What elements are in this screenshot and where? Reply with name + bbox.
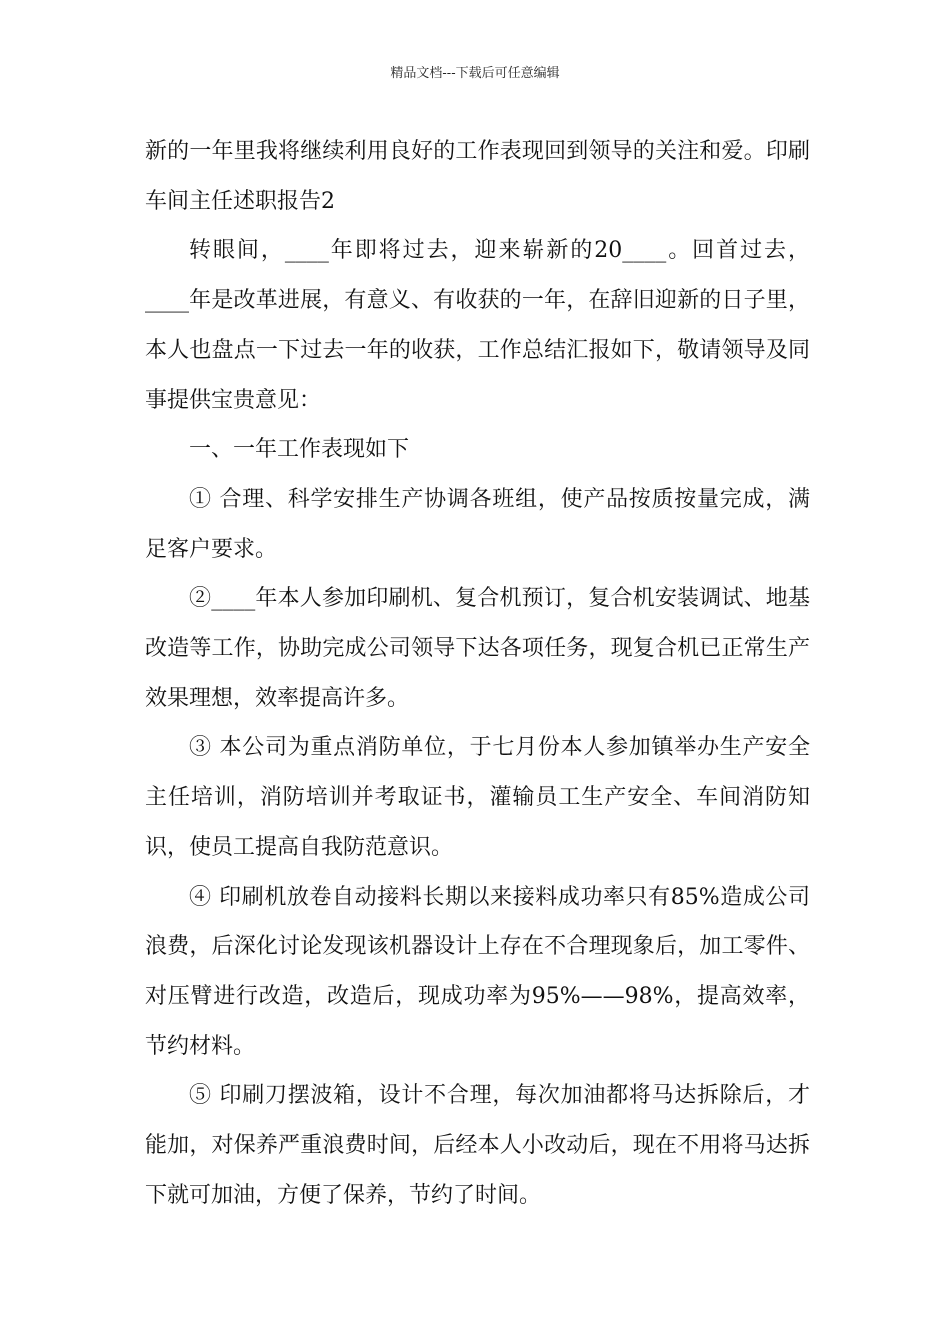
list-item-4: ④ 印刷机放卷自动接料长期以来接料成功率只有85%造成公司浪费，后深化讨论发现该机器设计上存在不合理现象后，加工零件、对压臂进行改造，改造后，现成功率为95%——98%，提高效率，节约材料。 xyxy=(145,884,810,1059)
list-item-3: ③ 本公司为重点消防单位，于七月份本人参加镇举办生产安全主任培训，消防培训并考取证书，灌输员工生产安全、车间消防知识，使员工提高自我防范意识。 xyxy=(145,735,810,860)
paragraph-2: 转眼间，____年即将过去，迎来崭新的20____。回首过去，____年是改革进展，有意义、有收获的一年，在辞旧迎新的日子里，本人也盘点一下过去一年的收获，工作总结汇报如下，敬请领导及同事提供宝贵意见： xyxy=(145,238,810,413)
page-header: 精品文档---下载后可任意编辑 xyxy=(390,66,560,81)
paragraph-1: 新的一年里我将继续利用良好的工作表现回到领导的关注和爱。印刷车间主任述职报告2 xyxy=(145,139,810,214)
section-heading: 一、一年工作表现如下 xyxy=(189,437,410,463)
list-item-1: ① 合理、科学安排生产协调各班组，使产品按质按量完成，满足客户要求。 xyxy=(145,486,810,562)
document-body xyxy=(145,127,810,1220)
list-item-5: ⑤ 印刷刀摆波箱，设计不合理，每次加油都将马达拆除后，才能加，对保养严重浪费时间，后经本人小改动后，现在不用将马达拆下就可加油，方便了保养，节约了时间。 xyxy=(145,1083,810,1208)
list-item-2: ②____年本人参加印刷机、复合机预订，复合机安装调试、地基改造等工作，协助完成公司领导下达各项任务，现复合机已正常生产效果理想，效率提高许多。 xyxy=(145,586,810,711)
